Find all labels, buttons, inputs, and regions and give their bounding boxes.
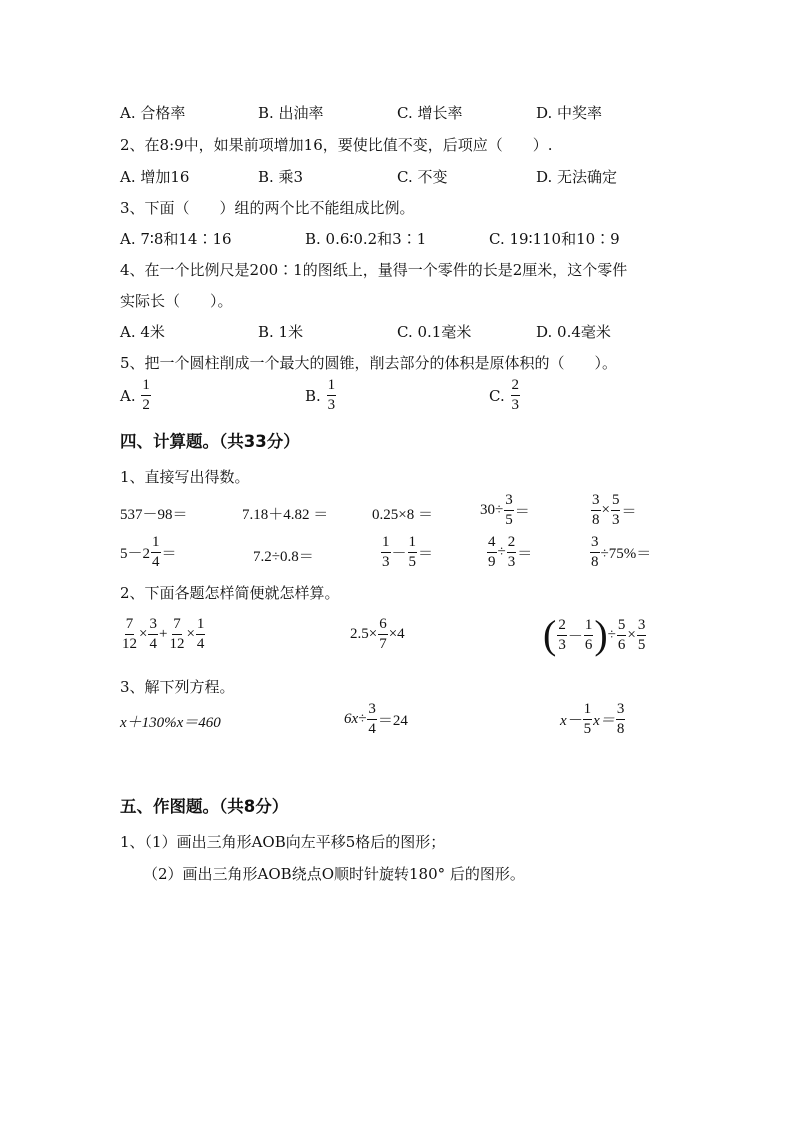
- q1-option-b: B. 出油率: [258, 104, 324, 122]
- equation-3: [560, 702, 626, 737]
- denominator: 4: [368, 721, 376, 737]
- q1-option-c: C. 增长率: [397, 104, 463, 122]
- denominator: 8: [591, 554, 599, 570]
- calc-r2c5: [589, 535, 651, 570]
- calc-text: ＝: [161, 546, 177, 562]
- drawing-task-1: 1、（1）画出三角形AOB向左平移5格后的图形；: [120, 833, 446, 851]
- calc-r1c2: 7.18＋4.82 ＝: [242, 507, 329, 523]
- fraction: [637, 618, 647, 653]
- denominator: 3: [382, 554, 390, 570]
- operator: ×: [627, 626, 636, 643]
- fraction: [487, 535, 497, 570]
- fraction: [148, 617, 158, 652]
- numerator: 3: [637, 618, 647, 636]
- denominator: 5: [408, 554, 417, 570]
- q5-option-b-fraction: [327, 378, 337, 413]
- fraction: [611, 493, 621, 528]
- numerator: 3: [148, 617, 158, 635]
- q3-stem: 3、下面（ ）组的两个比不能组成比例。: [120, 199, 415, 217]
- denominator: 6: [617, 636, 626, 653]
- denominator: 12: [122, 636, 137, 652]
- denominator: 4: [152, 554, 160, 570]
- numerator: 3: [590, 535, 600, 553]
- calc-text: ＝24: [377, 713, 408, 729]
- calc-r1c3: 0.25×8 ＝: [372, 507, 433, 523]
- calc-text: ＝: [418, 546, 434, 562]
- numerator: 1: [151, 535, 161, 553]
- q5-option-a-fraction: [141, 378, 151, 413]
- calc-text: ＝: [517, 546, 533, 562]
- q5-option-a: [120, 378, 152, 413]
- simplify-expr-2: [350, 617, 405, 652]
- denominator: 5: [505, 512, 513, 528]
- numerator: 1: [381, 535, 391, 553]
- denominator: 12: [169, 636, 185, 652]
- fraction: [196, 617, 206, 652]
- numerator: 7: [125, 617, 135, 635]
- numerator: 3: [616, 702, 626, 720]
- calc-r2c4: [486, 535, 532, 570]
- fraction: [121, 617, 138, 652]
- numerator: 6: [378, 617, 388, 635]
- q2-option-b: B. 乘3: [258, 168, 304, 186]
- operator: －: [391, 546, 407, 562]
- calc-r1c5: [590, 493, 636, 528]
- numerator: 1: [584, 618, 594, 636]
- numerator: 3: [504, 493, 514, 511]
- q5-option-c-fraction: [511, 378, 521, 413]
- denominator: 3: [558, 636, 566, 653]
- fraction: [507, 535, 517, 570]
- numerator: 3: [591, 493, 601, 511]
- calc-text: x－: [560, 713, 582, 729]
- calc-text: 5－2: [120, 546, 151, 562]
- calc-part2-title: 2、下面各题怎样简便就怎样算。: [120, 584, 340, 602]
- denominator: 5: [637, 636, 646, 653]
- left-paren: (: [543, 612, 557, 657]
- operator: ×: [601, 502, 610, 518]
- q4-option-b: B. 1米: [258, 323, 304, 341]
- fraction: [408, 535, 418, 570]
- numerator: 5: [611, 493, 621, 511]
- q4-stem-line2: 实际长（ ）。: [120, 292, 233, 310]
- fraction: [616, 702, 626, 737]
- calc-r2c2: 7.2÷0.8＝: [253, 549, 314, 565]
- calc-text: ÷75%＝: [600, 546, 652, 562]
- fraction: [583, 702, 593, 737]
- calc-r1c4: [480, 493, 530, 528]
- fraction: [151, 535, 161, 570]
- numerator: 2: [557, 618, 567, 636]
- operator: ÷: [607, 626, 616, 643]
- denominator: 3: [511, 397, 519, 413]
- fraction: [381, 535, 391, 570]
- denominator: 9: [488, 554, 496, 570]
- q1-option-d: D. 中奖率: [536, 104, 603, 122]
- equation-1: x＋130%x＝460: [120, 715, 221, 731]
- calc-text: 30÷: [480, 502, 504, 518]
- numerator: 1: [583, 702, 593, 720]
- drawing-task-2: （2）画出三角形AOB绕点O顺时针旋转180° 后的图形。: [143, 865, 525, 883]
- q4-option-c: C. 0.1毫米: [397, 323, 472, 341]
- fraction: [584, 618, 594, 653]
- q1-option-a: A. 合格率: [120, 104, 186, 122]
- q5-stem: 5、把一个圆柱削成一个最大的圆锥，削去部分的体积是原体积的（ ）。: [120, 354, 618, 372]
- calc-r2c1: [120, 535, 177, 570]
- calc-text: ＝: [621, 504, 637, 520]
- denominator: 3: [507, 554, 516, 570]
- calc-text: 2.5×: [350, 626, 378, 642]
- denominator: 2: [142, 397, 150, 413]
- operator: ÷: [497, 544, 506, 560]
- denominator: 4: [149, 636, 157, 652]
- simplify-expr-3: [543, 612, 647, 657]
- q3-option-b: B. 0.6∶0.2和3∶1: [305, 230, 427, 248]
- denominator: 8: [592, 512, 600, 528]
- numerator: 1: [327, 378, 337, 396]
- right-paren: ): [594, 612, 608, 657]
- operator: ×: [186, 626, 195, 642]
- denominator: 8: [616, 721, 625, 737]
- equation-2: [344, 702, 408, 737]
- fraction: [617, 618, 627, 653]
- section-4-title: 四、计算题。（共33分）: [120, 432, 300, 451]
- q4-option-a: A. 4米: [120, 323, 165, 341]
- calc-r1c1: 537－98＝: [120, 507, 188, 523]
- q4-stem-line1: 4、在一个比例尺是200∶1的图纸上，量得一个零件的长是2厘米，这个零件: [120, 261, 628, 279]
- numerator: 5: [617, 618, 627, 636]
- denominator: 6: [584, 636, 593, 653]
- q3-option-a: A. 7∶8和14∶16: [120, 230, 232, 248]
- numerator: 1: [141, 378, 151, 396]
- numerator: 2: [511, 378, 521, 396]
- q2-stem: 2、在8:9中，如果前项增加16，要使比值不变，后项应（ ）.: [120, 136, 553, 154]
- q5-option-c: [489, 378, 521, 413]
- q5-option-b: [305, 378, 337, 413]
- calc-part3-title: 3、解下列方程。: [120, 678, 235, 696]
- q2-option-d: D. 无法确定: [536, 168, 618, 186]
- denominator: 4: [196, 636, 205, 652]
- numerator: 2: [507, 535, 517, 553]
- calc-text: x＝: [593, 713, 615, 729]
- fraction: [591, 493, 601, 528]
- q5-option-b-letter: B.: [305, 386, 321, 405]
- operator: ×: [139, 626, 148, 642]
- fraction: [590, 535, 600, 570]
- fraction: [168, 617, 185, 652]
- fraction: [504, 493, 514, 528]
- operator: －: [567, 628, 583, 645]
- q5-option-a-letter: A.: [120, 386, 136, 405]
- calc-text: ×4: [388, 626, 405, 642]
- calc-text: 6x÷: [344, 711, 367, 727]
- q5-option-c-letter: C.: [489, 386, 505, 405]
- operator: +: [158, 626, 168, 642]
- numerator: 1: [408, 535, 418, 553]
- denominator: 3: [611, 512, 620, 528]
- numerator: 3: [367, 702, 377, 720]
- numerator: 1: [196, 617, 206, 635]
- denominator: 3: [327, 397, 336, 413]
- numerator: 7: [172, 617, 182, 635]
- fraction: [367, 702, 377, 737]
- fraction: [557, 618, 567, 653]
- denominator: 7: [379, 636, 387, 652]
- q2-option-a: A. 增加16: [120, 168, 190, 186]
- simplify-expr-1: [120, 617, 206, 652]
- q4-option-d: D. 0.4毫米: [536, 323, 611, 341]
- fraction: [378, 617, 388, 652]
- section-5-title: 五、作图题。（共8分）: [120, 797, 289, 816]
- q3-option-c: C. 19∶110和10∶9: [489, 230, 620, 248]
- q2-option-c: C. 不变: [397, 168, 448, 186]
- calc-text: ＝: [514, 504, 530, 520]
- calc-r2c3: [380, 535, 433, 570]
- calc-part1-title: 1、直接写出得数。: [120, 468, 250, 486]
- denominator: 5: [583, 721, 592, 737]
- numerator: 4: [487, 535, 497, 553]
